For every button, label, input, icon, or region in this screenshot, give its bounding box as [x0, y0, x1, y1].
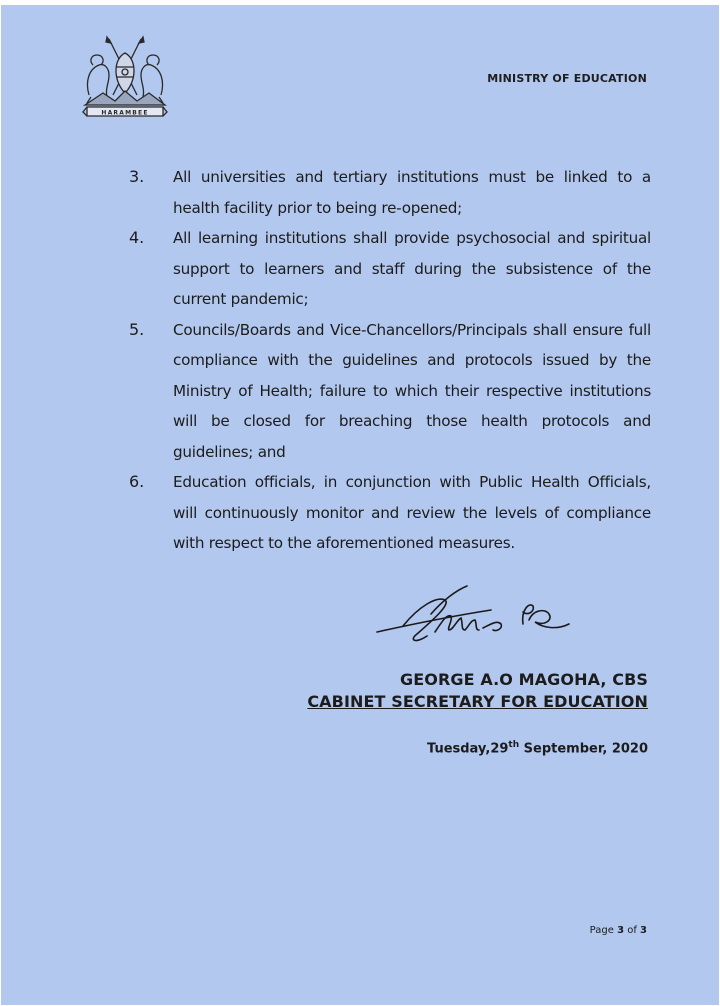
item-text: Education officials, in conjunction with Public Health Officials, will continuously monitor and review the levels of compliance with respect to the aforementioned measures.	[173, 473, 651, 552]
date-suffix: th	[508, 740, 520, 750]
document-date	[427, 740, 648, 756]
signer-name: GEORGE A.O MAGOHA, CBS	[400, 670, 648, 689]
list-item	[129, 162, 651, 223]
page-number-prefix: Page	[589, 925, 618, 936]
item-text: All learning institutions shall provide psychosocial and spiritual support to learners and staff during the subsistence of the current pandemic;	[173, 229, 651, 308]
list-item	[129, 467, 651, 559]
total-pages: 3	[640, 925, 647, 936]
page-number-middle: of	[624, 925, 641, 936]
list-item	[129, 315, 651, 468]
list-item	[129, 223, 651, 315]
item-text: All universities and tertiary institutions must be linked to a health facility prior to being re-opened;	[173, 168, 651, 217]
item-number: 5.	[129, 319, 145, 339]
svg-text:HARAMBEE: HARAMBEE	[101, 109, 149, 117]
page-number	[590, 925, 647, 936]
item-number: 4.	[129, 228, 145, 247]
numbered-list	[129, 162, 651, 559]
coat-of-arms-icon	[79, 35, 171, 123]
current-page: 3	[617, 925, 625, 936]
date-day: Tuesday,29	[427, 741, 509, 757]
document-page	[1, 5, 719, 1005]
item-text: Councils/Boards and Vice-Chancellors/Principals shall ensure full compliance with the guidelines and protocols issued by the Ministry of Health; failure to which their respective institutions will be closed for breaching those health protocols and guidelines; and	[173, 320, 651, 461]
item-number: 6.	[129, 472, 145, 491]
ministry-header: MINISTRY OF EDUCATION	[487, 72, 647, 85]
signer-title: CABINET SECRETARY FOR EDUCATION	[307, 692, 648, 711]
signature	[373, 580, 643, 650]
date-rest: September, 2020	[519, 741, 648, 757]
item-number: 3.	[129, 167, 145, 186]
signature-block	[307, 669, 648, 713]
